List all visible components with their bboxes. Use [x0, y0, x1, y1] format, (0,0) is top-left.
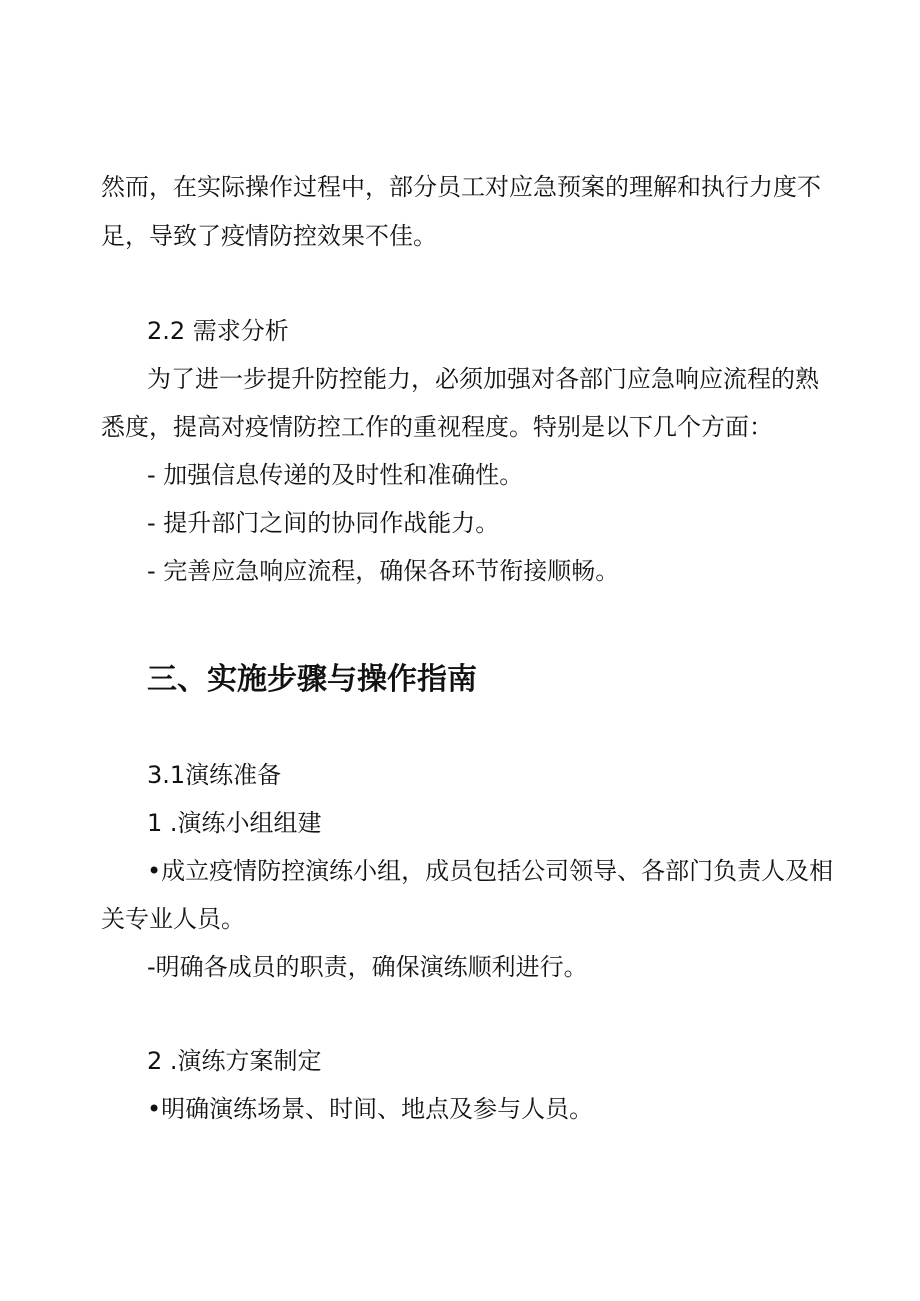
- item-2-bullet-1: •明确演练场景、时间、地点及参与人员。: [147, 1095, 594, 1123]
- char: 力: [749, 173, 773, 201]
- char: 预: [557, 173, 581, 201]
- char: 分: [413, 173, 437, 201]
- char: 对: [531, 365, 555, 393]
- item-2-title: 2 .演练方案制定: [147, 1047, 322, 1075]
- char: 为: [147, 365, 171, 393]
- char: 门: [603, 365, 627, 393]
- char: 司: [545, 857, 570, 885]
- char: 执: [701, 173, 725, 201]
- char: 中: [341, 173, 365, 201]
- char: 操: [245, 173, 269, 201]
- char: 练: [329, 857, 354, 885]
- intro-paragraph-line-1: [101, 172, 821, 202]
- char: 组: [377, 857, 402, 885]
- char: 的: [771, 365, 795, 393]
- char: ，: [401, 857, 426, 885]
- item-1-title: 1 .演练小组组建: [147, 809, 322, 837]
- section-2-2-heading: 2.2 需求分析: [147, 317, 289, 345]
- char: 的: [605, 173, 629, 201]
- char: 行: [725, 173, 749, 201]
- char: 立: [185, 857, 210, 885]
- item-1-bullet-1-line-2: 关专业人员。: [101, 905, 245, 933]
- char: 急: [533, 173, 557, 201]
- char: 成: [425, 857, 450, 885]
- char: 控: [339, 365, 363, 393]
- char: 能: [363, 365, 387, 393]
- char: •: [147, 857, 162, 885]
- char: 括: [497, 857, 522, 885]
- section-3-1-heading: 3.1演练准备: [147, 761, 282, 789]
- needs-bullet-1: - 加强信息传递的及时性和准确性。: [147, 461, 524, 489]
- char: 际: [221, 173, 245, 201]
- char: 包: [473, 857, 498, 885]
- char: 提: [267, 365, 291, 393]
- char: ，: [365, 173, 389, 201]
- char: 了: [171, 365, 195, 393]
- char: 防: [257, 857, 282, 885]
- char: 程: [747, 365, 771, 393]
- char: 须: [459, 365, 483, 393]
- char: 门: [689, 857, 714, 885]
- char: 疫: [209, 857, 234, 885]
- char: 员: [437, 173, 461, 201]
- needs-paragraph-line-1: [147, 364, 819, 394]
- char: 各: [555, 365, 579, 393]
- char: 部: [579, 365, 603, 393]
- char: 急: [651, 365, 675, 393]
- char: 步: [243, 365, 267, 393]
- char: 公: [521, 857, 546, 885]
- char: 理: [629, 173, 653, 201]
- char: 部: [665, 857, 690, 885]
- char: 加: [483, 365, 507, 393]
- char: 小: [353, 857, 378, 885]
- char: 强: [507, 365, 531, 393]
- char: 各: [641, 857, 666, 885]
- char: 响: [675, 365, 699, 393]
- char: 和: [677, 173, 701, 201]
- char: 不: [797, 173, 821, 201]
- char: 控: [281, 857, 306, 885]
- char: ，: [411, 365, 435, 393]
- char: 对: [485, 173, 509, 201]
- char: 工: [461, 173, 485, 201]
- char: 应: [699, 365, 723, 393]
- intro-paragraph-line-2: 足，导致了疫情防控效果不佳。: [101, 222, 437, 250]
- char: 实: [197, 173, 221, 201]
- char: 、: [617, 857, 642, 885]
- char: ，: [149, 173, 173, 201]
- char: 度: [773, 173, 797, 201]
- char: 及: [785, 857, 810, 885]
- needs-bullet-3: - 完善应急响应流程，确保各环节衔接顺畅。: [147, 557, 620, 585]
- char: 案: [581, 173, 605, 201]
- item-1-bullet-2: -明确各成员的职责，确保演练顺利进行。: [147, 953, 588, 981]
- char: 领: [569, 857, 594, 885]
- char: 防: [315, 365, 339, 393]
- needs-bullet-2: - 提升部门之间的协同作战能力。: [147, 509, 500, 537]
- char: 导: [593, 857, 618, 885]
- char: 必: [435, 365, 459, 393]
- char: 流: [723, 365, 747, 393]
- char: 熟: [795, 365, 819, 393]
- char: 升: [291, 365, 315, 393]
- char: 而: [125, 173, 149, 201]
- char: 成: [161, 857, 186, 885]
- char: 情: [233, 857, 258, 885]
- char: 相: [809, 857, 834, 885]
- char: 过: [293, 173, 317, 201]
- char: 然: [101, 173, 125, 201]
- char: 应: [509, 173, 533, 201]
- needs-paragraph-line-2: 悉度，提高对疫情防控工作的重视程度。特别是以下几个方面：: [101, 413, 773, 441]
- char: 负: [713, 857, 738, 885]
- char: 解: [653, 173, 677, 201]
- char: 作: [269, 173, 293, 201]
- char: 程: [317, 173, 341, 201]
- char: 力: [387, 365, 411, 393]
- char: 演: [305, 857, 330, 885]
- char: 责: [737, 857, 762, 885]
- char: 在: [173, 173, 197, 201]
- char: 进: [195, 365, 219, 393]
- char: 一: [219, 365, 243, 393]
- item-1-bullet-1-line-1: [147, 856, 834, 886]
- char: 应: [627, 365, 651, 393]
- char: 部: [389, 173, 413, 201]
- char: 员: [449, 857, 474, 885]
- char: 人: [761, 857, 786, 885]
- section-3-heading: 三、实施步骤与操作指南: [147, 662, 477, 697]
